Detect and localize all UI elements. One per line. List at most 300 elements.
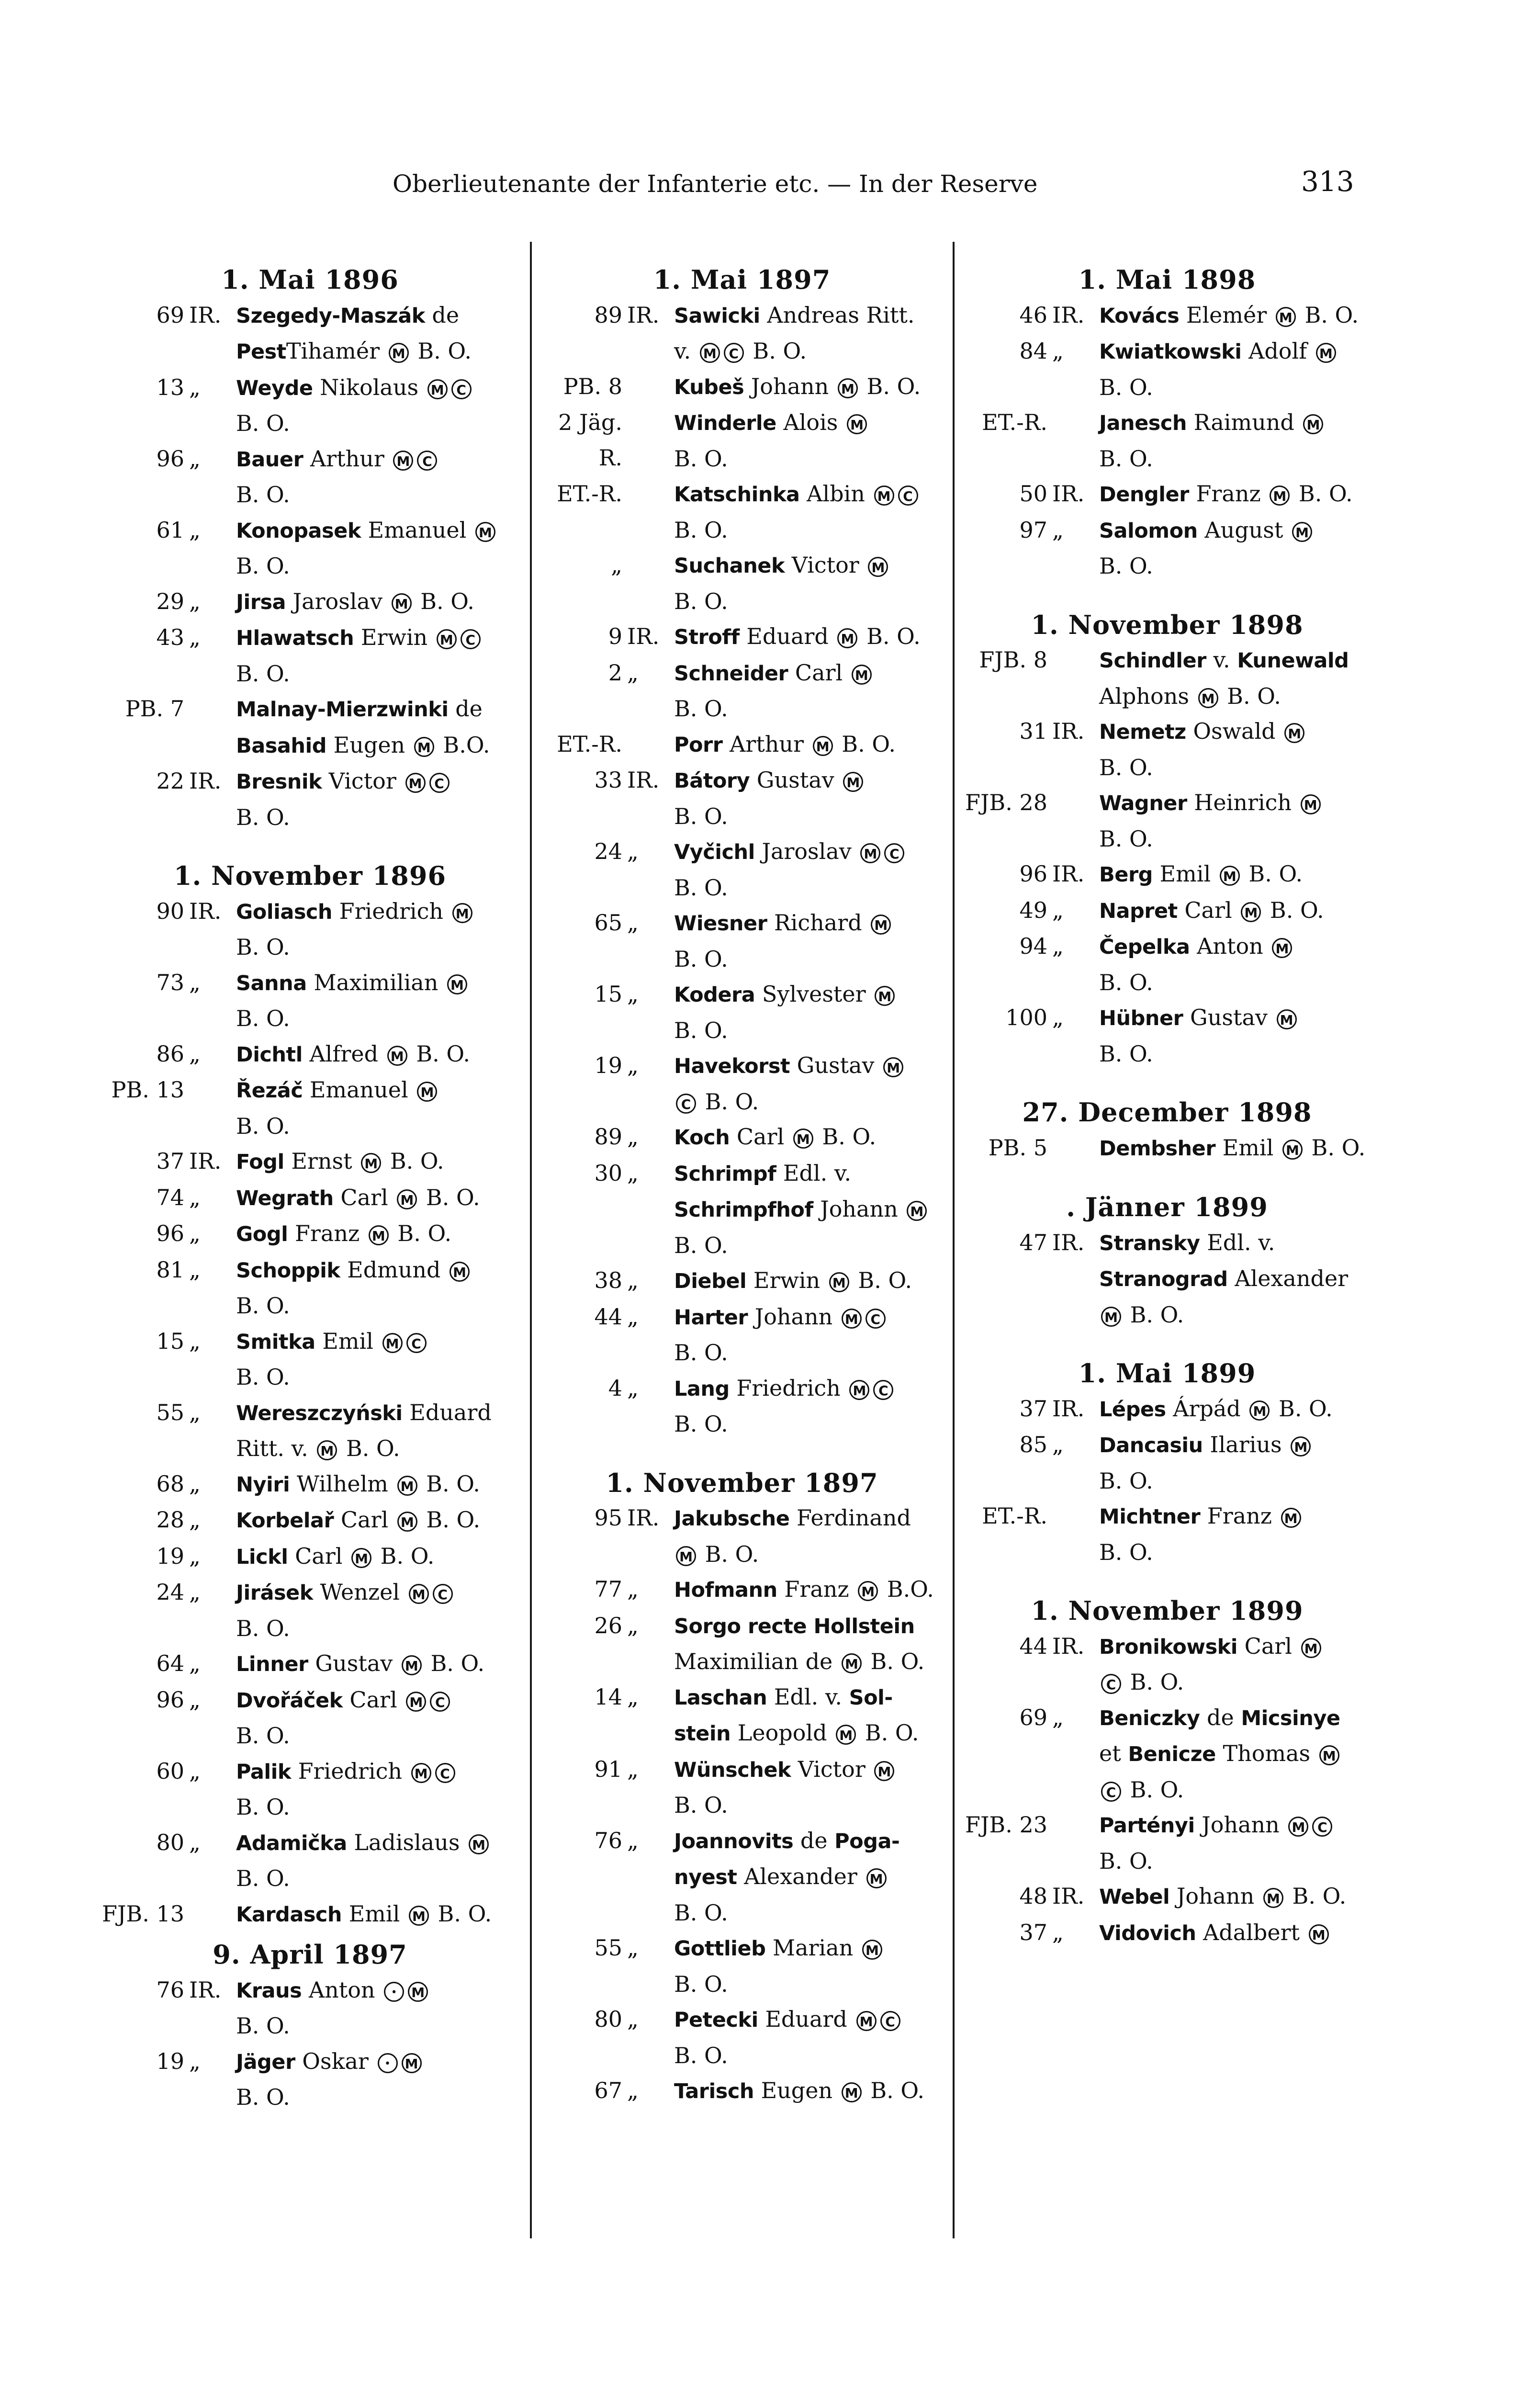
entry-line	[1099, 893, 1378, 929]
medal-m-icon: M	[1288, 1817, 1308, 1837]
entry-line	[1099, 1629, 1378, 1665]
medal-m-icon: M	[409, 1906, 429, 1926]
entry-text: Franz	[777, 1576, 856, 1602]
entry-text: Carl	[730, 1124, 791, 1150]
list-item	[93, 2044, 527, 2115]
entry-name: Bátory	[674, 769, 750, 793]
entry-unit: „	[1052, 338, 1064, 364]
entry-line	[674, 1931, 953, 1967]
medal-m-icon: M	[1241, 902, 1261, 922]
page-number: 313	[1301, 165, 1354, 198]
entry-text: B. O.	[236, 1293, 290, 1319]
entry-unit: „	[189, 374, 201, 400]
entry-text: B. O.	[851, 1267, 912, 1293]
medal-c-icon: C	[435, 1763, 455, 1783]
entry-line	[236, 1718, 527, 1754]
entry-unit: „	[189, 1220, 201, 1246]
section-heading: . Jänner 1899	[1066, 1192, 1268, 1222]
entry-text: Ladislaus	[347, 1829, 467, 1855]
entry-unit: „	[627, 1303, 639, 1330]
list-item	[531, 405, 953, 476]
entry-text: Gustav	[790, 1052, 882, 1078]
list-item	[531, 1156, 953, 1264]
entry-text: Edl. v.	[767, 1683, 849, 1710]
entry-name: Stroff	[674, 625, 740, 649]
entry-line	[1099, 1844, 1378, 1879]
entry-name: Kwiatkowski	[1099, 340, 1242, 364]
entry-number: 64	[156, 1650, 184, 1676]
entry-text: Ernst	[284, 1148, 360, 1174]
entry-number: 61	[156, 517, 184, 543]
list-item	[531, 1608, 953, 1680]
medal-m-icon: M	[392, 593, 412, 613]
entry-text: Gustav	[308, 1650, 400, 1676]
entry-line	[1099, 1000, 1378, 1037]
entry-name: Napret	[1099, 899, 1178, 923]
entry-number: „	[611, 552, 622, 578]
entry-unit: „	[189, 1686, 201, 1713]
section-heading: 1. November 1897	[606, 1467, 878, 1498]
entry-text: B. O.	[430, 1900, 492, 1927]
entry-line	[674, 1013, 953, 1049]
dot-circle-icon: •	[384, 1982, 404, 2002]
entry-number: 100	[1005, 1005, 1047, 1030]
entry-number: 48	[1019, 1883, 1047, 1909]
entry-number: 96	[156, 445, 184, 472]
entry-name: Lang	[674, 1377, 730, 1401]
entry-line	[236, 764, 527, 800]
entry-number: 55	[594, 1935, 622, 1961]
entry-line	[1099, 1915, 1378, 1952]
entry-text: B. O.	[1123, 1301, 1184, 1328]
list-item	[956, 1879, 1378, 1915]
entry-text: B. O.	[674, 946, 728, 972]
entry-text: Andreas Ritt.	[760, 302, 915, 328]
medal-m-icon: M	[1249, 1400, 1270, 1421]
medal-m-icon: M	[1316, 343, 1336, 363]
entry-line	[1099, 1807, 1378, 1844]
entry-number: 44	[594, 1303, 622, 1330]
entry-line	[1099, 785, 1378, 822]
entry-text: Carl	[333, 1184, 395, 1210]
entry-text: B. O.	[674, 1017, 728, 1043]
list-item	[531, 763, 953, 834]
entry-line	[1099, 965, 1378, 1001]
list-item	[93, 1539, 527, 1575]
entry-text: B. O.	[1123, 1776, 1184, 1803]
list-item	[93, 1825, 527, 1897]
entry-name: Čepelka	[1099, 935, 1190, 959]
list-item	[956, 334, 1378, 405]
medal-m-icon: M	[1282, 1140, 1303, 1160]
medal-m-icon: M	[1198, 688, 1218, 708]
entry-number: PB. 7	[125, 696, 184, 722]
entry-unit: IR.	[1052, 1883, 1085, 1909]
medal-m-icon: M	[1263, 1888, 1283, 1908]
entry-line	[236, 334, 527, 370]
list-item	[93, 370, 527, 441]
list-item	[956, 405, 1378, 476]
entry-line	[1099, 405, 1378, 441]
entry-name: Katschinka	[674, 483, 800, 507]
entry-unit: „	[627, 1576, 639, 1602]
medal-c-icon: C	[1312, 1817, 1332, 1837]
entry-line	[674, 334, 953, 369]
entry-line	[1099, 298, 1378, 334]
entry-number: 24	[594, 838, 622, 864]
entry-line	[674, 1716, 953, 1752]
list-item	[531, 369, 953, 406]
entry-text: B. O.	[674, 1792, 728, 1818]
entry-text: B. O.	[236, 934, 290, 960]
entry-number: 30	[594, 1160, 622, 1186]
entry-text: Adolf	[1241, 338, 1314, 364]
entry-number: PB. 5	[988, 1134, 1047, 1161]
medal-c-icon: C	[461, 629, 481, 649]
medal-m-icon: M	[405, 773, 426, 793]
entry-line	[236, 441, 527, 478]
entry-text: B. O.	[674, 517, 728, 543]
entry-number: 9	[608, 623, 622, 649]
medal-m-icon: M	[676, 1546, 696, 1566]
entry-line	[236, 1324, 527, 1360]
entry-line	[1099, 822, 1378, 857]
medal-c-icon: C	[1101, 1782, 1121, 1802]
list-item	[956, 1130, 1378, 1167]
medal-m-icon: M	[397, 1512, 417, 1532]
entry-unit: „	[627, 659, 639, 686]
entry-line	[674, 2073, 953, 2110]
entry-name: Dvořáček	[236, 1688, 343, 1713]
medal-c-icon: C	[451, 379, 472, 399]
medal-m-icon: M	[838, 378, 858, 398]
entry-line	[674, 1859, 953, 1896]
entry-unit: IR.	[1052, 1229, 1085, 1255]
medal-m-icon: M	[1281, 1508, 1301, 1528]
entry-number: 77	[594, 1576, 622, 1602]
medal-m-icon: M	[427, 379, 448, 399]
entry-number: FJB. 8	[979, 647, 1047, 673]
list-item	[93, 1467, 527, 1503]
entry-name: Adamička	[236, 1831, 347, 1855]
entry-number: 46	[1019, 302, 1047, 328]
list-item	[93, 1324, 527, 1395]
entry-line	[236, 965, 527, 1002]
entry-text: Gustav	[750, 767, 842, 793]
list-item	[93, 298, 527, 370]
list-item	[956, 476, 1378, 513]
entry-text: B. O.	[1099, 825, 1153, 852]
medal-m-icon: M	[874, 1761, 894, 1781]
entry-text: Edl. v.	[1200, 1229, 1275, 1255]
medal-m-icon: M	[397, 1476, 417, 1496]
entry-number: 29	[156, 588, 184, 614]
entry-text: Alfred	[302, 1040, 385, 1067]
medal-m-icon: M	[1284, 723, 1304, 743]
entry-unit: IR.	[1052, 1395, 1085, 1422]
entry-line	[236, 1001, 527, 1037]
entry-name: Winderle	[674, 411, 776, 435]
entry-line	[236, 2080, 527, 2115]
column-2	[531, 262, 953, 2110]
entry-name: Jirásek	[236, 1581, 313, 1605]
medal-m-icon: M	[1309, 1924, 1329, 1944]
entry-unit: „	[627, 838, 639, 864]
medal-m-icon: M	[351, 1548, 371, 1568]
entry-text: B. O.	[236, 660, 290, 687]
entry-text: B. O.	[674, 1899, 728, 1926]
medal-m-icon: M	[849, 1380, 869, 1400]
entry-text: B. O.	[1220, 683, 1281, 709]
entry-text: Friedrich	[291, 1758, 409, 1784]
entry-text: Jaroslav	[754, 838, 859, 864]
entry-unit: „	[189, 1650, 201, 1676]
entry-name: Schindler	[1099, 649, 1206, 673]
entry-name-part: Pest	[236, 340, 286, 364]
entry-text: B. O.	[674, 1340, 728, 1366]
entry-text: Alphons	[1099, 683, 1196, 709]
entry-line	[1099, 513, 1378, 549]
entry-line	[1099, 1879, 1378, 1915]
entry-name-part: nyest	[674, 1865, 737, 1889]
entry-text: Jaroslav	[286, 588, 390, 614]
entry-line	[236, 2009, 527, 2044]
entry-text: Eduard	[758, 2006, 854, 2032]
medal-c-icon: C	[866, 1309, 886, 1329]
entry-text: Leopold	[731, 1720, 834, 1746]
entry-name: Linner	[236, 1652, 308, 1676]
entry-name: Sawicki	[674, 304, 760, 328]
entry-name: Hofmann	[674, 1578, 777, 1602]
entry-name: Dembsher	[1099, 1136, 1216, 1161]
entry-number: 97	[1019, 517, 1047, 543]
entry-name: Jirsa	[236, 590, 286, 614]
entry-text: B. O.	[410, 338, 472, 364]
list-item	[531, 1501, 953, 1572]
entry-line	[236, 1144, 527, 1180]
medal-c-icon: C	[433, 1584, 453, 1604]
entry-line	[236, 1073, 527, 1109]
list-item	[93, 513, 527, 584]
entry-name: Schrimpf	[674, 1162, 776, 1186]
medal-m-icon: M	[1291, 1436, 1311, 1457]
entry-unit: „	[189, 2048, 201, 2074]
list-item	[531, 2002, 953, 2073]
entry-number: 96	[156, 1220, 184, 1246]
entry-line	[674, 584, 953, 620]
entry-name: Malnay-Mierzwinki	[236, 698, 449, 722]
entry-number: PB. 8	[563, 373, 622, 399]
list-item	[531, 1119, 953, 1156]
medal-m-icon: M	[369, 1225, 389, 1245]
medal-m-icon: M	[1276, 307, 1296, 327]
entry-text: Gustav	[1183, 1005, 1275, 1030]
entry-number: FJB. 13	[102, 1900, 184, 1927]
entry-unit: „	[189, 1507, 201, 1533]
entry-line	[1099, 679, 1378, 714]
entry-number: 31	[1019, 718, 1047, 744]
medal-m-icon: M	[1277, 1009, 1297, 1029]
entry-line	[674, 1501, 953, 1537]
entry-unit: IR.	[1052, 1633, 1085, 1659]
entry-text: B. O.	[413, 588, 474, 614]
entry-text: Emil	[1152, 861, 1218, 887]
entry-text: Carl	[1237, 1633, 1299, 1659]
entry-number: PB. 13	[111, 1077, 184, 1103]
medal-m-icon: M	[836, 1725, 856, 1745]
entry-line	[236, 1861, 527, 1897]
entry-text: B. O.	[1285, 1883, 1347, 1909]
entry-text: Johann	[1169, 1883, 1261, 1909]
medal-m-icon: M	[450, 1262, 470, 1282]
entry-line	[1099, 1773, 1378, 1808]
medal-m-icon: M	[1270, 486, 1290, 506]
entry-name-part: Micsinye	[1241, 1706, 1340, 1730]
entry-line	[674, 476, 953, 513]
list-item	[93, 764, 527, 835]
medal-m-icon: M	[475, 522, 495, 542]
medal-m-icon: M	[1301, 1638, 1321, 1658]
entry-unit: „	[189, 1543, 201, 1569]
entry-text: Carl	[788, 659, 850, 686]
column-3	[956, 262, 1378, 1951]
entry-line	[1099, 750, 1378, 786]
entry-text: B. O.	[674, 1411, 728, 1437]
medal-m-icon: M	[866, 1868, 887, 1888]
entry-number: 43	[156, 624, 184, 650]
entry-line	[674, 1752, 953, 1788]
entry-text: de	[1200, 1704, 1241, 1730]
entry-name: Schoppik	[236, 1258, 340, 1283]
entry-name: Řezáč	[236, 1079, 303, 1103]
entry-line	[674, 2002, 953, 2038]
medal-m-icon: M	[1292, 522, 1312, 542]
entry-line	[674, 1407, 953, 1442]
entry-line	[674, 1788, 953, 1823]
entry-text: Friedrich	[332, 898, 450, 924]
entry-unit: „	[1052, 1919, 1064, 1945]
entry-text: B. O.	[1099, 1468, 1153, 1494]
entry-text: B. O.	[1292, 481, 1353, 507]
entry-name: Kovács	[1099, 304, 1180, 328]
entry-line	[674, 298, 953, 334]
entry-number: 91	[594, 1756, 622, 1782]
entry-text: Erwin	[746, 1267, 827, 1293]
entry-name: Tarisch	[674, 2079, 754, 2103]
entry-number: 86	[156, 1040, 184, 1067]
medal-c-icon: C	[873, 1380, 893, 1400]
list-item	[531, 727, 953, 763]
entry-number: 76	[156, 1976, 184, 2003]
medal-c-icon: C	[429, 773, 450, 793]
entry-unit: IR.	[1052, 302, 1085, 328]
entry-text: Elemér	[1179, 302, 1274, 328]
entry-unit: „	[627, 910, 639, 936]
entry-text: Oswald	[1186, 718, 1283, 744]
entry-text: Adalbert	[1196, 1919, 1307, 1945]
entry-text: B. O.	[1099, 445, 1153, 472]
entry-name: Diebel	[674, 1269, 747, 1293]
entry-number: 94	[1019, 933, 1047, 959]
medal-m-icon: M	[414, 737, 434, 757]
entry-line	[674, 1644, 953, 1680]
section-heading: 9. April 1897	[213, 1939, 407, 1970]
medal-m-icon: M	[417, 1082, 437, 1102]
entry-text: B. O.	[1099, 1040, 1153, 1067]
entry-line	[674, 834, 953, 870]
entry-line	[1099, 441, 1378, 477]
list-item	[531, 1752, 953, 1823]
medal-m-icon: M	[408, 1982, 428, 2002]
entry-text: B. O.	[236, 410, 290, 436]
entry-name-part: Kunewald	[1237, 649, 1349, 673]
list-item	[956, 1391, 1378, 1428]
entry-line	[1099, 1225, 1378, 1262]
entry-text: B. O.	[383, 1148, 444, 1174]
entry-text: B. O.	[1099, 754, 1153, 780]
medal-c-icon: C	[417, 451, 437, 471]
medal-m-icon: M	[1220, 866, 1240, 886]
list-item	[531, 1572, 953, 1608]
section-heading: 1. November 1898	[1031, 609, 1304, 640]
entry-text: B. O.	[1099, 374, 1153, 400]
medal-m-icon: M	[1319, 1745, 1339, 1765]
entry-line	[674, 548, 953, 584]
entry-line	[236, 406, 527, 441]
entry-number: 2 Jäg. R.	[558, 409, 622, 471]
entry-line	[236, 2044, 527, 2080]
entry-line	[674, 369, 953, 406]
list-item	[93, 965, 527, 1037]
entry-name: Jakubsche	[674, 1507, 790, 1531]
entry-text: B. O.	[236, 1005, 290, 1031]
entry-name: Wünschek	[674, 1758, 791, 1782]
list-item	[531, 298, 953, 369]
entry-text: B. O.	[1099, 1539, 1153, 1565]
medal-c-icon: C	[676, 1094, 696, 1114]
entry-text: Victor	[791, 1756, 873, 1782]
entry-number: ET.-R.	[557, 731, 622, 757]
entry-number: 33	[594, 767, 622, 793]
entry-unit: „	[627, 1375, 639, 1401]
entry-number: 19	[594, 1052, 622, 1078]
entry-number: 2	[608, 659, 622, 686]
entry-unit: IR.	[627, 302, 660, 328]
entry-name: Korbelař	[236, 1509, 334, 1533]
entry-line	[674, 763, 953, 799]
entry-number: 80	[594, 2006, 622, 2032]
entry-line	[674, 1263, 953, 1299]
entry-number: 44	[1019, 1633, 1047, 1659]
entry-name-part: Sol-	[849, 1685, 893, 1710]
entry-text: B. O.	[858, 1720, 919, 1746]
entry-name: Petecki	[674, 2008, 758, 2032]
entry-number: 74	[156, 1184, 184, 1210]
entry-name: Webel	[1099, 1885, 1170, 1909]
entry-name: Szegedy-Maszák	[236, 304, 425, 328]
entry-number: 68	[156, 1470, 184, 1497]
list-item	[956, 1915, 1378, 1952]
entry-number: 69	[156, 302, 184, 328]
entry-name: Palik	[236, 1760, 291, 1784]
entry-line	[1099, 1665, 1378, 1700]
entry-number: 90	[156, 898, 184, 924]
entry-number: ET.-R.	[557, 481, 622, 507]
entry-text: Wenzel	[313, 1579, 407, 1605]
entry-line	[674, 1572, 953, 1608]
entry-name: Weyde	[236, 376, 313, 400]
entry-text: B. O.	[390, 1220, 452, 1246]
